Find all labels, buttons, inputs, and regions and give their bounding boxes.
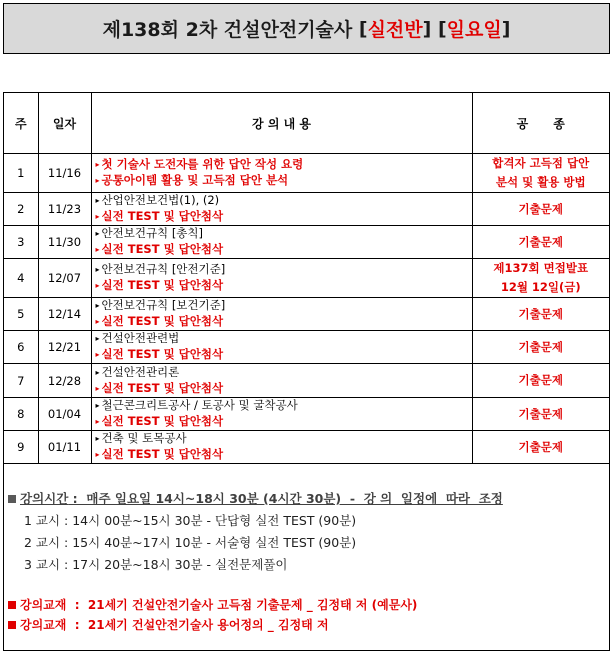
table-row xyxy=(4,298,609,331)
content-line-2 xyxy=(96,381,472,397)
col-header-note: 공 종 xyxy=(472,93,609,154)
content-line-1 xyxy=(96,262,472,278)
date-cell: 11/23 xyxy=(38,193,91,226)
red-square-icon xyxy=(8,621,16,629)
content-line-2 xyxy=(96,173,472,189)
bullet-icon: ▸ xyxy=(95,417,100,426)
content-line-1 xyxy=(96,331,472,347)
content-line-2 xyxy=(96,414,472,430)
content-text: 산업안전보건법(1), (2) xyxy=(101,193,220,207)
week-cell: 4 xyxy=(4,259,38,298)
table-row xyxy=(4,193,609,226)
content-text: 공통아이템 활용 및 고득점 답안 분석 xyxy=(101,173,289,187)
bullet-icon: ▸ xyxy=(95,245,100,254)
table-row xyxy=(4,154,609,193)
week-cell: 6 xyxy=(4,331,38,364)
date-cell: 11/16 xyxy=(38,154,91,193)
content-cell xyxy=(91,398,472,431)
content-text: 안전보건규칙 [총칙] xyxy=(101,226,204,240)
week-cell: 1 xyxy=(4,154,38,193)
title-bracket: [ xyxy=(358,17,368,40)
title-bracket: ] xyxy=(501,17,511,40)
content-text: 실전 TEST 및 답안첨삭 xyxy=(101,414,224,428)
bullet-icon: ▸ xyxy=(95,196,100,205)
note-cell xyxy=(472,331,609,364)
note-cell xyxy=(472,259,609,298)
title-bracket: ] xyxy=(422,17,432,40)
note-line-1: 기출문제 xyxy=(518,373,563,387)
content-cell xyxy=(91,226,472,259)
table-row xyxy=(4,431,609,464)
content-text: 건설안전관련법 xyxy=(101,331,180,345)
title-tag-class: 실전반 xyxy=(367,19,423,41)
date-cell: 12/07 xyxy=(38,259,91,298)
gray-square-icon xyxy=(8,495,16,503)
content-line-2 xyxy=(96,242,472,258)
lecture-hours-text: : 매주 일요일 14시~18시 30분 (4시간 30분) - 강 의 일정에 따라 조정 xyxy=(68,491,503,506)
bullet-icon: ▸ xyxy=(95,350,100,359)
content-cell xyxy=(91,431,472,464)
content-text: 실전 TEST 및 답안첨삭 xyxy=(101,242,224,256)
note-cell xyxy=(472,226,609,259)
table-row xyxy=(4,398,609,431)
bullet-icon: ▸ xyxy=(95,334,100,343)
title-main: 제138회 2차 건설안전기술사 xyxy=(102,19,353,41)
schedule-frame xyxy=(3,92,610,651)
page-title xyxy=(3,3,610,54)
bullet-icon: ▸ xyxy=(95,160,100,169)
date-cell: 01/04 xyxy=(38,398,91,431)
bullet-icon: ▸ xyxy=(95,176,100,185)
bullet-icon: ▸ xyxy=(95,450,100,459)
textbook-text: 강의교재 : 21세기 건설안전기술사 고득점 기출문제 _ 김정태 저 (예문사) xyxy=(20,598,418,612)
content-line-2 xyxy=(96,447,472,463)
content-line-1 xyxy=(96,431,472,447)
date-cell: 01/11 xyxy=(38,431,91,464)
content-text: 건축 및 토목공사 xyxy=(101,431,187,445)
note-cell xyxy=(472,193,609,226)
week-cell: 9 xyxy=(4,431,38,464)
bullet-icon: ▸ xyxy=(95,212,100,221)
content-line-1 xyxy=(96,298,472,314)
content-cell xyxy=(91,331,472,364)
bullet-icon: ▸ xyxy=(95,281,100,290)
bullet-icon: ▸ xyxy=(95,265,100,274)
content-text: 실전 TEST 및 답안첨삭 xyxy=(101,314,224,328)
content-text: 실전 TEST 및 답안첨삭 xyxy=(101,209,224,223)
title-tag-day: 일요일 xyxy=(446,19,502,41)
bullet-icon: ▸ xyxy=(95,383,100,393)
note-cell xyxy=(472,364,609,398)
lecture-hours-label: 강의시간 xyxy=(20,491,69,506)
schedule-table xyxy=(4,93,609,464)
note-line-1: 합격자 고득점 답안 xyxy=(492,156,590,170)
week-cell: 3 xyxy=(4,226,38,259)
content-line-1 xyxy=(96,157,472,173)
content-line-1 xyxy=(96,193,472,209)
content-cell xyxy=(91,154,472,193)
table-row xyxy=(4,364,609,398)
date-cell: 12/14 xyxy=(38,298,91,331)
table-header-row xyxy=(4,93,609,154)
col-header-date: 일자 xyxy=(38,93,91,154)
session-line: 1 교시 : 14시 00분~15시 30분 - 단답형 실전 TEST (90분) xyxy=(24,513,357,528)
content-cell xyxy=(91,259,472,298)
note-line-1: 기출문제 xyxy=(518,339,563,354)
content-line-1 xyxy=(96,365,472,381)
content-text: 실전 TEST 및 답안첨삭 xyxy=(101,380,224,395)
content-text: 실전 TEST 및 답안첨삭 xyxy=(101,278,224,292)
content-text: 건설안전관리론 xyxy=(101,364,180,379)
col-header-content: 강 의 내 용 xyxy=(91,93,472,154)
textbook-line xyxy=(8,596,417,613)
col-header-week: 주 xyxy=(4,93,38,154)
content-text: 실전 TEST 및 답안첨삭 xyxy=(101,347,224,361)
bullet-icon: ▸ xyxy=(95,434,100,443)
date-cell: 12/21 xyxy=(38,331,91,364)
note-line-1: 제137회 면접발표 xyxy=(493,261,589,275)
note-cell xyxy=(472,298,609,331)
week-cell: 7 xyxy=(4,364,38,398)
table-row xyxy=(4,259,609,298)
note-cell xyxy=(472,398,609,431)
content-cell xyxy=(91,193,472,226)
title-bracket: [ xyxy=(437,17,447,40)
week-cell: 8 xyxy=(4,398,38,431)
note-cell xyxy=(472,431,609,464)
lecture-hours xyxy=(8,489,503,507)
content-text: 철근콘크리트공사 / 토공사 및 굴착공사 xyxy=(101,398,298,412)
content-line-2 xyxy=(96,347,472,363)
note-line-2: 12월 12일(금) xyxy=(500,280,581,294)
session-line: 2 교시 : 15시 40분~17시 10분 - 서술형 실전 TEST (90분) xyxy=(24,535,357,550)
content-text: 첫 기술사 도전자를 위한 답안 작성 요령 xyxy=(101,157,304,171)
note-cell xyxy=(472,154,609,193)
textbook-line xyxy=(8,616,329,633)
bullet-icon: ▸ xyxy=(95,401,100,410)
bullet-icon: ▸ xyxy=(95,301,100,310)
date-cell: 12/28 xyxy=(38,364,91,398)
week-cell: 5 xyxy=(4,298,38,331)
bullet-icon: ▸ xyxy=(95,229,100,238)
session-line: 3 교시 : 17시 20분~18시 30분 - 실전문제풀이 xyxy=(24,557,288,572)
content-text: 실전 TEST 및 답안첨삭 xyxy=(101,447,224,461)
week-cell: 2 xyxy=(4,193,38,226)
content-line-2 xyxy=(96,209,472,225)
note-line-1: 기출문제 xyxy=(518,306,563,321)
content-line-2 xyxy=(96,278,472,294)
content-cell xyxy=(91,298,472,331)
bullet-icon: ▸ xyxy=(95,317,100,326)
content-line-1 xyxy=(96,398,472,414)
textbook-text: 강의교재 : 21세기 건설안전기술사 용어정의 _ 김정태 저 xyxy=(20,618,329,632)
table-row xyxy=(4,331,609,364)
content-text: 안전보건규칙 [안전기준] xyxy=(101,262,226,276)
note-line-1: 기출문제 xyxy=(518,201,563,216)
content-line-2 xyxy=(96,314,472,330)
note-line-1: 기출문제 xyxy=(518,439,563,454)
note-line-1: 기출문제 xyxy=(518,234,563,249)
content-line-1 xyxy=(96,226,472,242)
date-cell: 11/30 xyxy=(38,226,91,259)
note-line-2: 분석 및 활용 방법 xyxy=(495,175,586,189)
bullet-icon: ▸ xyxy=(95,367,100,377)
content-text: 안전보건규칙 [보건기준] xyxy=(101,298,226,312)
table-row xyxy=(4,226,609,259)
content-cell xyxy=(91,364,472,398)
note-line-1: 기출문제 xyxy=(518,406,563,421)
red-square-icon xyxy=(8,601,16,609)
